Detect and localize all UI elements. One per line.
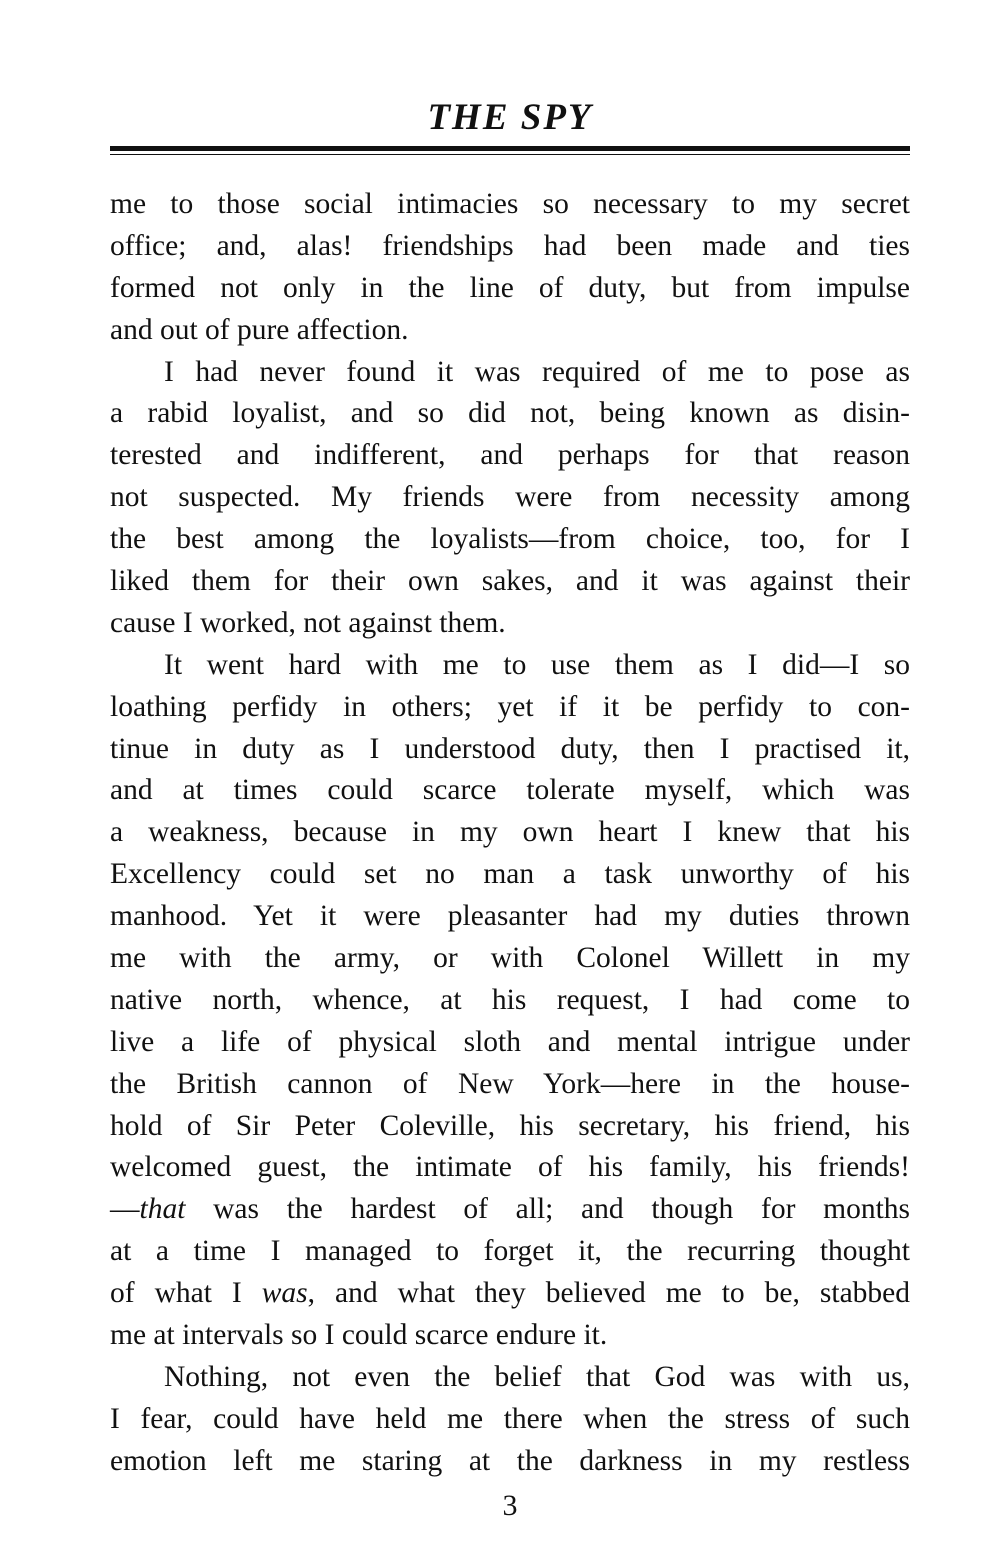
italic-text: was: [261, 1277, 308, 1310]
text-line: a weakness, because in my own heart I knew that his: [110, 816, 910, 849]
text-line: the best among the loyalists—from choice, too, for I: [110, 523, 910, 556]
header-rule-thick: [110, 146, 910, 151]
text-line: I fear, could have held me there when the stress of such: [110, 1402, 910, 1435]
text-line: terested and indifferent, and perhaps for that reason: [110, 439, 910, 472]
running-head: THE SPY: [427, 97, 593, 138]
text-line: emotion left me staring at the darkness in my restless: [110, 1444, 910, 1477]
text-line: me with the army, or with Colonel Willett in my: [110, 942, 910, 975]
text-line: [110, 1273, 910, 1315]
text-line: liked them for their own sakes, and it was against their: [110, 565, 910, 598]
text-line: Nothing, not even the belief that God was with us,: [164, 1360, 910, 1393]
text-line: and at times could scarce tolerate myself, which was: [110, 774, 910, 807]
text-line: hold of Sir Peter Coleville, his secretary, his friend, his: [110, 1109, 910, 1142]
text-line: me at intervals so I could scarce endure it.: [110, 1319, 608, 1352]
text-line: It went hard with me to use them as I did—I so: [164, 648, 910, 681]
text-line: a rabid loyalist, and so did not, being known as disin-: [110, 397, 910, 430]
text-line: Excellency could set no man a task unworthy of his: [110, 858, 910, 891]
text-segment: of what I: [110, 1277, 262, 1310]
page-number: 3: [502, 1489, 518, 1522]
text-line: welcomed guest, the intimate of his family, his friends!: [110, 1151, 910, 1184]
text-line: I had never found it was required of me to pose as: [164, 355, 910, 388]
text-line: native north, whence, at his request, I had come to: [110, 983, 910, 1016]
text-line: manhood. Yet it were pleasanter had my duties thrown: [110, 900, 910, 933]
text-line: loathing perfidy in others; yet if it be perfidy to con-: [110, 690, 910, 723]
text-line: and out of pure affection.: [110, 313, 409, 346]
text-segment: , and what they believed me to be, stabbed: [307, 1277, 911, 1310]
body-text: [110, 184, 910, 1483]
header-rule-thin: [110, 154, 910, 155]
text-line: not suspected. My friends were from necessity among: [110, 481, 910, 514]
text-line: [110, 1189, 910, 1231]
text-line: live a life of physical sloth and mental intrigue under: [110, 1025, 910, 1058]
text-line: me to those social intimacies so necessary to my secret: [110, 188, 910, 220]
text-line: at a time I managed to forget it, the recurring thought: [110, 1235, 910, 1268]
italic-text: that: [139, 1193, 186, 1226]
text-line: office; and, alas! friendships had been made and ties: [110, 229, 910, 262]
text-segment: —: [110, 1193, 140, 1226]
text-line: cause I worked, not against them.: [110, 606, 506, 639]
text-line: tinue in duty as I understood duty, then I practised it,: [110, 732, 910, 765]
text-line: the British cannon of New York—here in the house-: [110, 1067, 910, 1100]
text-line: formed not only in the line of duty, but from impulse: [110, 271, 910, 304]
text-segment: was the hardest of all; and though for months: [185, 1193, 910, 1226]
